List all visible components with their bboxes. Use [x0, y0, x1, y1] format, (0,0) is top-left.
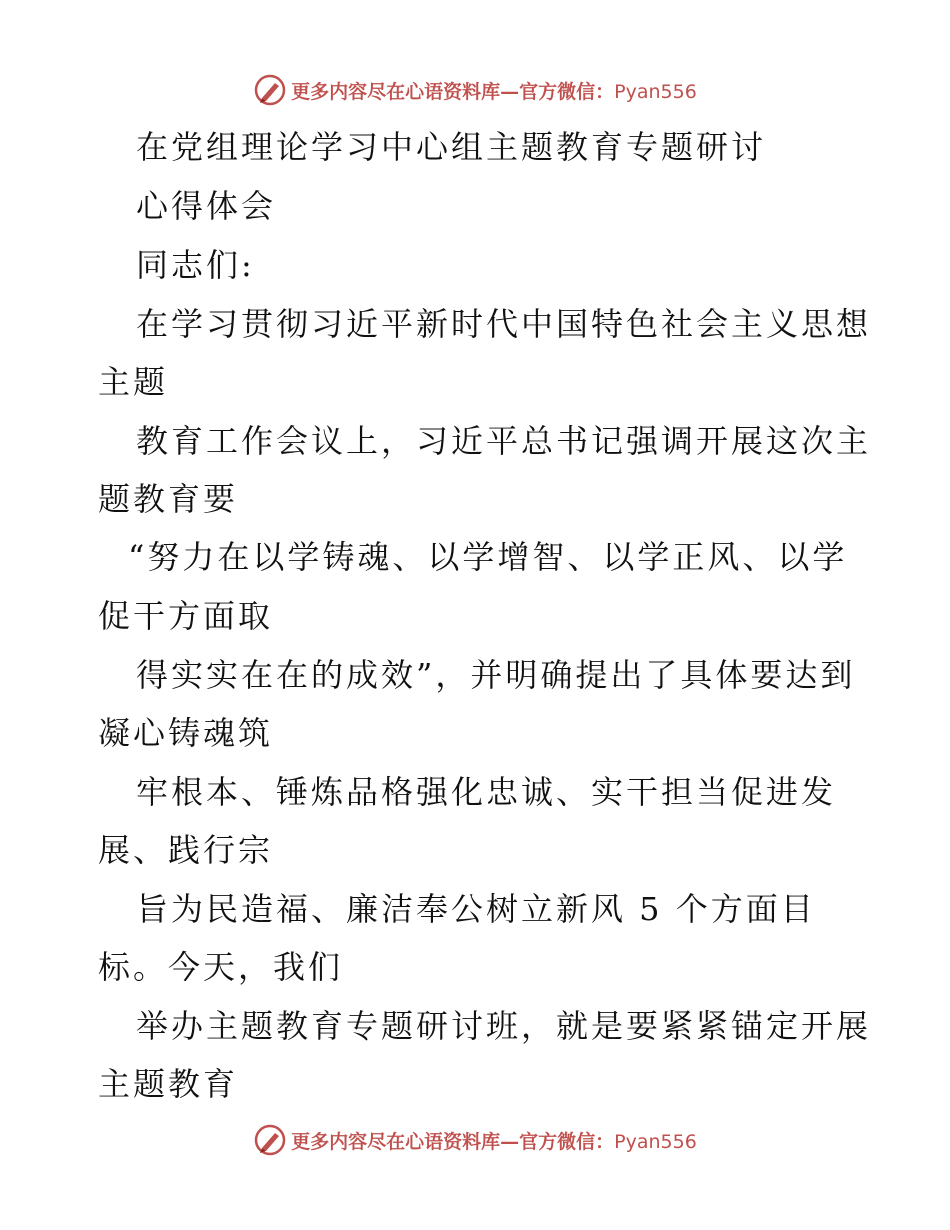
- paragraph-line: 旨为民造福、廉洁奉公树立新风 5 个方面目: [136, 890, 816, 928]
- paragraph-line: 举办主题教育专题研讨班，就是要紧紧锚定开展: [136, 1007, 872, 1045]
- watermark-text: 更多内容尽在心语资料库—官方微信：Pyan556: [291, 1130, 697, 1153]
- pen-logo-icon: [253, 1123, 287, 1157]
- paragraph-line: 在学习贯彻习近平新时代中国特色社会主义思想: [136, 305, 872, 343]
- paragraph-line: 主题: [98, 363, 169, 401]
- paragraph-line: 促干方面取: [98, 597, 274, 635]
- document-title-line-1: 在党组理论学习中心组主题教育专题研讨: [136, 128, 767, 166]
- document-title-line-2: 心得体会: [136, 187, 277, 225]
- paragraph-line: 凝心铸魂筑: [98, 714, 274, 752]
- footer-watermark: [0, 1120, 950, 1160]
- salutation: 同志们:: [136, 246, 255, 284]
- paragraph-line: 标。今天，我们: [98, 948, 344, 986]
- paragraph-line: 牢根本、锤炼品格强化忠诚、实干担当促进发: [136, 773, 837, 811]
- watermark-account: Pyan556: [614, 1130, 697, 1153]
- watermark-text: 更多内容尽在心语资料库—官方微信：Pyan556: [291, 80, 697, 103]
- watermark-account: Pyan556: [614, 80, 697, 103]
- paragraph-line: 教育工作会议上，习近平总书记强调开展这次主: [136, 422, 872, 460]
- paragraph-line: 展、践行宗: [98, 831, 274, 869]
- paragraph-line: 主题教育: [98, 1065, 239, 1103]
- paragraph-line: 题教育要: [98, 480, 239, 518]
- paragraph-line: 得实实在在的成效”，并明确提出了具体要达到: [136, 656, 856, 694]
- paragraph-line: “努力在以学铸魂、以学增智、以学正风、以学: [128, 538, 848, 576]
